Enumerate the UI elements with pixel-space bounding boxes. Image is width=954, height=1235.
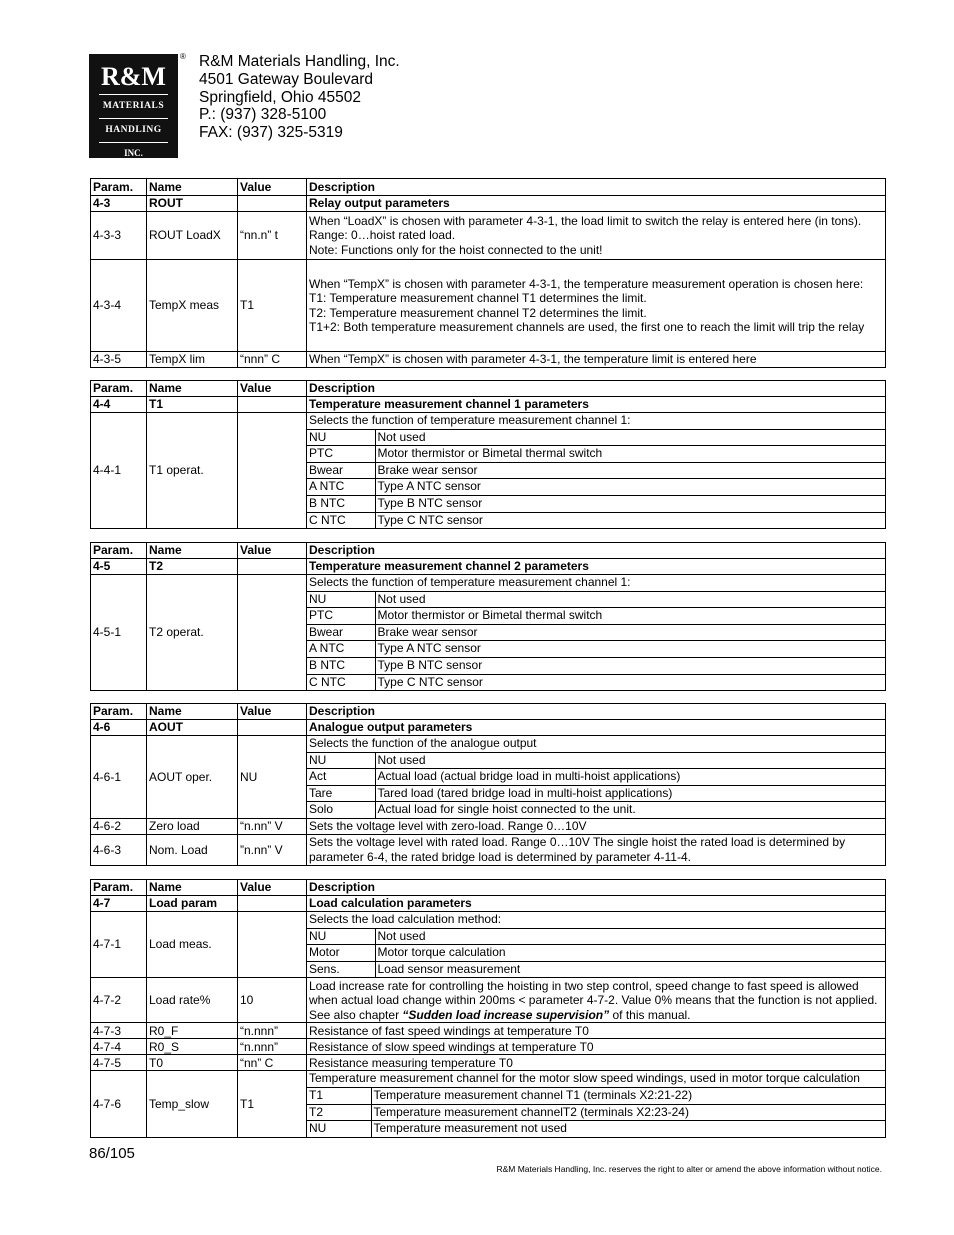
param-id: 4-6-3 <box>91 834 147 865</box>
group-param: 4-4 <box>91 397 147 413</box>
registered-mark: ® <box>180 52 186 61</box>
param-value <box>238 912 307 978</box>
param-name: Temp_slow <box>147 1071 238 1137</box>
option-code: C NTC <box>307 674 375 690</box>
option-row <box>307 479 885 496</box>
option-text: Actual load for single hoist connected to the unit. <box>375 802 885 818</box>
param-value: “nn” C <box>238 1055 307 1071</box>
param-name: TempX meas <box>147 260 238 352</box>
description-line: T1: Temperature measurement channel T1 determines the limit. <box>309 291 647 305</box>
address-line: P.: (937) 328-5100 <box>199 106 327 124</box>
option-code: NU <box>307 1121 371 1137</box>
param-description <box>307 260 886 352</box>
col-description: Description <box>307 179 886 196</box>
option-row <box>307 802 885 818</box>
param-name: R0_F <box>147 1023 238 1039</box>
col-value: Value <box>238 381 307 397</box>
option-text: Type A NTC sensor <box>375 641 885 658</box>
option-row <box>307 446 885 463</box>
col-value: Value <box>238 880 307 896</box>
option-code: A NTC <box>307 479 375 496</box>
param-id: 4-4-1 <box>91 413 147 529</box>
col-value: Value <box>238 543 307 559</box>
chapter-reference: “Sudden load increase supervision” <box>402 1007 610 1022</box>
group-row <box>91 196 886 212</box>
param-id: 4-7-1 <box>91 912 147 978</box>
option-text: Type C NTC sensor <box>375 674 885 690</box>
table-row <box>91 352 886 368</box>
option-code: A NTC <box>307 641 375 658</box>
group-param: 4-6 <box>91 720 147 736</box>
param-description: Resistance of fast speed windings at temperature T0 <box>307 1023 886 1039</box>
company-address <box>199 53 400 142</box>
option-text: Type C NTC sensor <box>375 512 885 528</box>
group-row <box>91 720 886 736</box>
option-row <box>307 1087 885 1104</box>
table-row <box>91 575 886 691</box>
param-name: Load rate% <box>147 978 238 1023</box>
param-value <box>238 413 307 529</box>
option-code: NU <box>307 591 375 608</box>
col-value: Value <box>238 179 307 196</box>
group-value <box>238 196 307 212</box>
footer-notice: R&M Materials Handling, Inc. reserves the right to alter or amend the above information without notice. <box>496 1164 882 1174</box>
option-code: T1 <box>307 1087 371 1104</box>
option-text: Temperature measurement channelT2 (terminals X2:23-24) <box>371 1104 885 1121</box>
option-code: NU <box>307 752 375 769</box>
col-name: Name <box>147 381 238 397</box>
options-table <box>307 575 885 690</box>
col-description: Description <box>307 543 886 559</box>
option-code: Bwear <box>307 624 375 641</box>
description-text: of this manual. <box>609 1007 691 1022</box>
param-options <box>307 736 886 819</box>
option-row <box>307 495 885 512</box>
col-description: Description <box>307 704 886 720</box>
param-description: When “TempX” is chosen with parameter 4-3-1, the temperature limit is entered here <box>307 352 886 368</box>
table-row <box>91 1055 886 1071</box>
param-options <box>307 912 886 978</box>
header-row <box>91 704 886 720</box>
option-text: Type A NTC sensor <box>375 479 885 496</box>
option-text: Brake wear sensor <box>375 624 885 641</box>
header-row <box>91 543 886 559</box>
param-table-4-6 <box>90 703 886 866</box>
logo-line1: MATERIALS <box>102 101 165 111</box>
param-id: 4-7-5 <box>91 1055 147 1071</box>
col-param: Param. <box>91 880 147 896</box>
group-name: T1 <box>147 397 238 413</box>
table-row <box>91 212 886 260</box>
param-table-4-7 <box>90 879 886 1138</box>
logo-line2: HANDLING <box>105 125 162 135</box>
param-id: 4-7-3 <box>91 1023 147 1039</box>
option-code: C NTC <box>307 512 375 528</box>
param-value <box>238 575 307 691</box>
param-description <box>307 212 886 260</box>
option-code: Solo <box>307 802 375 818</box>
group-name: T2 <box>147 559 238 575</box>
logo-divider <box>99 118 168 119</box>
param-value: 10 <box>238 978 307 1023</box>
group-name: Load param <box>147 896 238 912</box>
col-name: Name <box>147 880 238 896</box>
option-code: B NTC <box>307 657 375 674</box>
param-description: Resistance of slow speed windings at temperature T0 <box>307 1039 886 1055</box>
param-value: “nn.n” t <box>238 212 307 260</box>
param-value: “n.nnn” <box>238 1023 307 1039</box>
option-row <box>307 657 885 674</box>
logo-divider <box>99 142 168 143</box>
group-param: 4-5 <box>91 559 147 575</box>
group-value <box>238 896 307 912</box>
option-row <box>307 512 885 528</box>
header-row <box>91 381 886 397</box>
param-name: Nom. Load <box>147 834 238 865</box>
table-row <box>91 1071 886 1137</box>
description-line: Range: 0…hoist rated load. <box>309 228 456 243</box>
option-text: Not used <box>375 429 885 446</box>
option-row <box>307 961 885 977</box>
option-row <box>307 591 885 608</box>
group-description: Temperature measurement channel 1 parameters <box>307 397 886 413</box>
address-line: R&M Materials Handling, Inc. <box>199 53 400 70</box>
param-name: AOUT oper. <box>147 736 238 819</box>
option-text: Not used <box>375 928 885 945</box>
group-param: 4-3 <box>91 196 147 212</box>
option-text: Type B NTC sensor <box>375 495 885 512</box>
options-table <box>307 912 885 977</box>
group-row <box>91 397 886 413</box>
param-id: 4-6-2 <box>91 818 147 834</box>
param-name: T0 <box>147 1055 238 1071</box>
page-number: 86/105 <box>89 1145 135 1162</box>
option-code: Act <box>307 769 375 786</box>
options-intro: Selects the load calculation method: <box>309 912 502 926</box>
description-line: When “LoadX” is chosen with parameter 4-3-1, the load limit to switch the relay is entered here (in tons). <box>309 213 862 228</box>
company-logo <box>89 54 178 158</box>
param-name: T2 operat. <box>147 575 238 691</box>
option-text: Not used <box>375 591 885 608</box>
group-row <box>91 559 886 575</box>
param-value: NU <box>238 736 307 819</box>
options-intro: Selects the function of temperature measurement channel 1: <box>309 413 631 427</box>
group-value <box>238 559 307 575</box>
param-options <box>307 575 886 691</box>
option-text: Motor torque calculation <box>375 945 885 962</box>
param-id: 4-3-4 <box>91 260 147 352</box>
option-text: Motor thermistor or Bimetal thermal switch <box>375 446 885 463</box>
options-intro: Temperature measurement channel for the motor slow speed windings, used in motor torque calculation <box>309 1071 860 1086</box>
option-code: Bwear <box>307 462 375 479</box>
option-row <box>307 785 885 802</box>
param-id: 4-3-3 <box>91 212 147 260</box>
option-text: Temperature measurement not used <box>371 1121 885 1137</box>
description-line: T2: Temperature measurement channel T2 determines the limit. <box>309 305 647 320</box>
group-value <box>238 720 307 736</box>
param-value: T1 <box>238 260 307 352</box>
option-text: Temperature measurement channel T1 (terminals X2:21-22) <box>371 1087 885 1104</box>
option-row <box>307 1104 885 1121</box>
options-table <box>307 1071 885 1136</box>
table-row <box>91 818 886 834</box>
col-param: Param. <box>91 381 147 397</box>
logo-rm: R&M <box>101 62 166 91</box>
param-table-4-4 <box>90 380 886 529</box>
option-row <box>307 462 885 479</box>
col-name: Name <box>147 704 238 720</box>
option-code: PTC <box>307 608 375 625</box>
logo-line3: INC. <box>124 148 143 158</box>
col-name: Name <box>147 543 238 559</box>
table-row <box>91 736 886 819</box>
option-row <box>307 624 885 641</box>
option-row <box>307 752 885 769</box>
col-description: Description <box>307 381 886 397</box>
group-name: ROUT <box>147 196 238 212</box>
param-name: ROUT LoadX <box>147 212 238 260</box>
option-row <box>307 429 885 446</box>
options-table <box>307 413 885 528</box>
option-text: Tared load (tared bridge load in multi-hoist applications) <box>375 785 885 802</box>
description-text: Load increase rate for controlling the hoisting in two step control, speed change to fast speed is allowed when actual load change within 200ms < parameter 4-7-2. Value 0% means that the function is not applied. See also chapter <box>309 978 878 1022</box>
param-name: T1 operat. <box>147 413 238 529</box>
param-value: “n.nn” V <box>238 818 307 834</box>
param-id: 4-5-1 <box>91 575 147 691</box>
option-row <box>307 641 885 658</box>
group-param: 4-7 <box>91 896 147 912</box>
group-name: AOUT <box>147 720 238 736</box>
options-intro: Selects the function of the analogue output <box>309 736 537 750</box>
param-description <box>307 978 886 1023</box>
option-text: Actual load (actual bridge load in multi-hoist applications) <box>375 769 885 786</box>
param-id: 4-3-5 <box>91 352 147 368</box>
address-line: Springfield, Ohio 45502 <box>199 88 362 106</box>
param-value: “n.nnn” <box>238 1039 307 1055</box>
col-name: Name <box>147 179 238 196</box>
option-code: Sens. <box>307 961 375 977</box>
address-line: FAX: (937) 325-5319 <box>199 124 343 142</box>
options-intro: Selects the function of temperature measurement channel 1: <box>309 575 631 589</box>
option-code: NU <box>307 928 375 945</box>
option-code: B NTC <box>307 495 375 512</box>
table-row <box>91 1023 886 1039</box>
group-row <box>91 896 886 912</box>
option-row <box>307 945 885 962</box>
options-table <box>307 736 885 818</box>
option-row <box>307 1121 885 1137</box>
option-code: Tare <box>307 785 375 802</box>
group-description: Relay output parameters <box>307 196 886 212</box>
group-description: Load calculation parameters <box>307 896 886 912</box>
table-row <box>91 912 886 978</box>
param-name: Load meas. <box>147 912 238 978</box>
option-row <box>307 608 885 625</box>
option-row <box>307 928 885 945</box>
param-options <box>307 413 886 529</box>
logo-divider <box>99 94 168 95</box>
option-code: NU <box>307 429 375 446</box>
table-row <box>91 413 886 529</box>
description-line: When “TempX” is chosen with parameter 4-3-1, the temperature measurement operation is chosen here: <box>309 276 864 291</box>
param-description: Sets the voltage level with rated load. Range 0…10V The single hoist the rated load is determined by parameter 6-4, the rated bridge load is determined by parameter 4-11-4. <box>307 834 886 865</box>
param-table-4-5 <box>90 542 886 691</box>
group-value <box>238 397 307 413</box>
param-id: 4-7-6 <box>91 1071 147 1137</box>
group-description: Analogue output parameters <box>307 720 886 736</box>
option-text: Load sensor measurement <box>375 961 885 977</box>
param-description: Resistance measuring temperature T0 <box>307 1055 886 1071</box>
col-param: Param. <box>91 704 147 720</box>
param-value: “nnn” C <box>238 352 307 368</box>
param-name: Zero load <box>147 818 238 834</box>
param-table-4-3 <box>90 178 886 368</box>
param-id: 4-7-2 <box>91 978 147 1023</box>
description-line: T1+2: Both temperature measurement channels are used, the first one to reach the limit will trip the relay <box>309 320 865 334</box>
param-description: Sets the voltage level with zero-load. Range 0…10V <box>307 818 886 834</box>
option-text: Brake wear sensor <box>375 462 885 479</box>
col-value: Value <box>238 704 307 720</box>
header-row <box>91 880 886 896</box>
col-param: Param. <box>91 179 147 196</box>
table-row <box>91 260 886 352</box>
option-text: Not used <box>375 752 885 769</box>
table-row <box>91 1039 886 1055</box>
param-options <box>307 1071 886 1137</box>
option-text: Type B NTC sensor <box>375 657 885 674</box>
option-code: Motor <box>307 945 375 962</box>
table-row <box>91 978 886 1023</box>
param-value: ”n.nn” V <box>238 834 307 865</box>
param-name: TempX lim <box>147 352 238 368</box>
option-code: PTC <box>307 446 375 463</box>
address-line: 4501 Gateway Boulevard <box>199 70 374 88</box>
param-id: 4-7-4 <box>91 1039 147 1055</box>
option-code: T2 <box>307 1104 371 1121</box>
col-param: Param. <box>91 543 147 559</box>
param-id: 4-6-1 <box>91 736 147 819</box>
header-row <box>91 179 886 196</box>
group-description: Temperature measurement channel 2 parameters <box>307 559 886 575</box>
option-row <box>307 674 885 690</box>
description-line: Note: Functions only for the hoist connected to the unit! <box>309 242 603 257</box>
param-value: T1 <box>238 1071 307 1137</box>
col-description: Description <box>307 880 886 896</box>
table-row <box>91 834 886 865</box>
option-row <box>307 769 885 786</box>
option-text: Motor thermistor or Bimetal thermal switch <box>375 608 885 625</box>
param-name: R0_S <box>147 1039 238 1055</box>
